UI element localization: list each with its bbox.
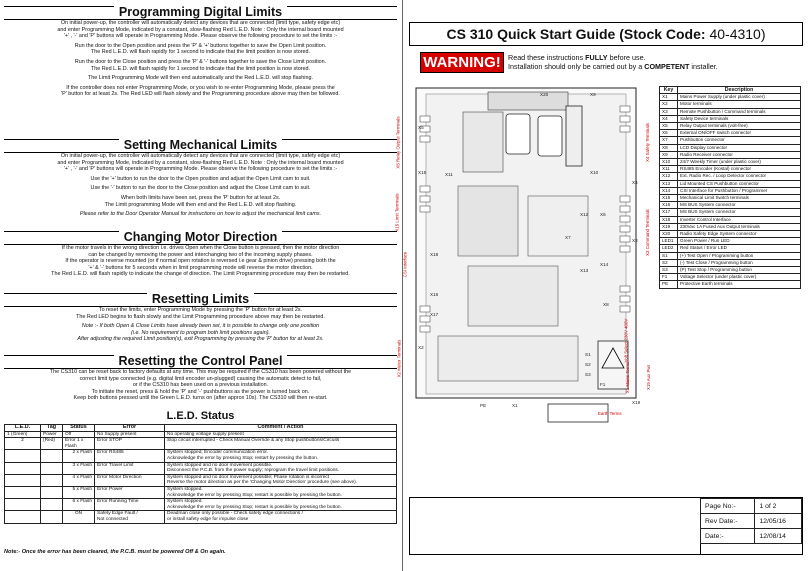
text-line: The Red L.E.D. will flash rapidly for 1 second to indicate that the limit position is now stored. (90, 49, 311, 56)
pcb-label-pe: PE (480, 403, 487, 408)
key-code: PE (660, 281, 678, 288)
pcb-label-x5: X5 (418, 125, 424, 130)
table-row (660, 216, 801, 223)
key-code: S2 (660, 259, 678, 266)
key-code: X16 (660, 202, 678, 209)
guide-title-box (409, 22, 803, 46)
cell: System stopped. Acknowledge the error by pressing Stop; restart is possible by pressing the button. (165, 486, 397, 498)
key-code: X13 (660, 180, 678, 187)
error-header: Error (95, 425, 165, 432)
key-code: X19 (660, 223, 678, 230)
pcb-label-x6: X6 (600, 212, 606, 217)
text-line: To reset the limits, enter Programming Mode by pressing the 'P' button for at least 2s. (98, 307, 303, 313)
key-description: Radio Receiver connector (678, 151, 801, 158)
cell (5, 499, 41, 511)
key-code: X14 (660, 187, 678, 194)
earth-terminals-label: Earth Terms (598, 411, 622, 416)
text: Installation should only be carried out by a (508, 62, 645, 71)
section-resetting-panel-bar (4, 355, 397, 369)
key-description: Pushbutton connector (678, 137, 801, 144)
pcb-label-x3: X3 (632, 238, 638, 243)
page-label: Page No:- (701, 499, 755, 514)
cell: System stopped. Acknowledge the error by pressing Stop; restart is possible by pressing the button. (165, 499, 397, 511)
key-description: (P) Test Stop / Programming button (678, 267, 801, 274)
warning-line-2 (508, 62, 718, 71)
key-code: LED1 (660, 238, 678, 245)
text: COMPETENT (644, 62, 690, 71)
led-status-table (4, 424, 397, 524)
cell: 3 x Flash (63, 462, 95, 474)
text-line: Run the door to the Close position and press the 'P' & '-' buttons together to save the Close Limit position. (74, 58, 327, 65)
section-resetting-limits-bar (4, 293, 397, 307)
cell (41, 511, 63, 523)
table-row (701, 514, 802, 529)
safety-terminals-label: X4 Safety Terminals (644, 123, 650, 162)
warning-label: WARNING! (423, 54, 501, 71)
key-code: X18 (660, 216, 678, 223)
text-line: Please refer to the Door Operator Manual for instructions on how to adjust the mechanical limit cams. (79, 211, 322, 218)
status-text: Error (65, 438, 76, 444)
text-line: On initial power-up, the controller will automatically detect any devices that are connected (limit type, safety edge etc) (60, 20, 341, 26)
key-code: X5 (660, 123, 678, 130)
page-value: 1 of 2 (755, 499, 802, 514)
text-line: If the motor travels in the wrong direction i.e. drives Open when the Close button is pressed, then the motor direction (61, 245, 340, 251)
text-line: can be changed by removing the power and interchanging two of the incoming supply phases. (88, 251, 313, 258)
key-description: External ON/OFF switch connector (678, 130, 801, 137)
limit-terminals-label: X15 Limit Terminals (394, 193, 400, 232)
programming-digital-body (4, 20, 397, 98)
table-row (5, 486, 397, 498)
pcb-label-x20: X20 (540, 92, 549, 97)
text-line: When both limits have been set, press the 'P' button for at least 2s. (120, 194, 281, 201)
text-line: 'P' button for at least 2s. The Red LED will flash slowly and the Programming procedure above may then be followed. (61, 91, 340, 98)
table-row (5, 462, 397, 474)
cell (41, 462, 63, 474)
pcb-label-x18: X18 (430, 252, 439, 257)
cell: Safety Edge Fault / Not connected (95, 511, 165, 523)
section-setting-mechanical-bar (4, 139, 397, 153)
cell: 5 x Flash (63, 486, 95, 498)
cell: 4 x Flash (63, 474, 95, 486)
key-code: X15 (660, 195, 678, 202)
cell: 2 (5, 438, 41, 450)
table-row (660, 274, 801, 281)
text: installer. (689, 62, 718, 71)
table-row (660, 209, 801, 216)
table-row (5, 499, 397, 511)
aux-power-label: X19 Aux Pwr (646, 364, 652, 391)
pcb-label-x9: X9 (590, 92, 596, 97)
cell: (Red) (41, 438, 63, 450)
key-code: X1 (660, 94, 678, 101)
key-code: X4 (660, 115, 678, 122)
cell (5, 486, 41, 498)
status-header: Status (63, 425, 95, 432)
key-code: X7 (660, 137, 678, 144)
key-code: X11 (660, 166, 678, 173)
key-code: X12 (660, 173, 678, 180)
table-row (660, 202, 801, 209)
section-title-resetting-panel: Resetting the Control Panel (114, 354, 288, 368)
cell (5, 462, 41, 474)
text-line: and enter Programming Mode, indicated by a constant, slow-flashing Red L.E.D. Note : Only the internal board mounted (57, 26, 344, 33)
pcb-label-s1: S1 (585, 352, 591, 357)
cell: Error RS485 (95, 450, 165, 462)
table-row (660, 144, 801, 151)
text-line: '+' , '-' and 'P' buttons will operate in Programming Mode. Please observe the following procedure to set the limits :- (63, 166, 338, 173)
cell: 1 (Green) (5, 431, 41, 438)
key-description: MS BUS System connector (678, 209, 801, 216)
pcb-label-x12: X12 (580, 212, 589, 217)
warning-badge (420, 52, 504, 73)
description-header: Description (678, 87, 801, 94)
key-description: CSI Interface for Pushbutton / Programmer (678, 187, 801, 194)
key-description: Mains Power Supply (under plastic cover) (678, 94, 801, 101)
key-description: 24/7 Weekly Timer (under plastic cover) (678, 159, 801, 166)
table-row (660, 151, 801, 158)
table-row (5, 438, 397, 450)
table-row (660, 173, 801, 180)
key-code: X10 (660, 159, 678, 166)
text-line: Note :- If both Open & Close Limits have already been set, it is possible to change only one position (81, 323, 320, 330)
table-row (660, 123, 801, 130)
cell: System stopped and no door movement possible; Phase rotation is incorrect Reverse the motor direction as per the 'Changing Motor Direction' procedure (see above). (165, 474, 397, 486)
text-line: After adjusting the required Limit position(s), exit Programming by pressing the 'P' button for at least 2s. (77, 336, 324, 343)
table-row (701, 529, 802, 544)
key-description: Relay Output terminals (volt-free) (678, 123, 801, 130)
key-description: Mechanical Limit Switch terminals (678, 195, 801, 202)
pcb-label-x14: X14 (600, 262, 609, 267)
table-row (5, 431, 397, 438)
text-line: Run the door to the Open position and press the 'P' & '+' buttons together to save the Open Limit position. (74, 42, 327, 49)
cell: Error Power (95, 486, 165, 498)
pcb-label-x19: X19 (632, 400, 641, 405)
led-status-note: Note:- Once the error has been cleared, the P.C.B. must be powered Off & On again. (4, 549, 226, 555)
command-terminals-label: X3 Command Terminals (644, 209, 650, 256)
cell: Error Motor Direction (95, 474, 165, 486)
cell: ON (63, 511, 95, 523)
text: FULLY (585, 53, 608, 62)
led-header: L.E.D. (5, 425, 41, 432)
text-line: '+' & '-' buttons for 5 seconds when in limit programming mode will reverse the motor direction. (88, 264, 313, 271)
rev-date-value: 12/05/16 (755, 514, 802, 529)
tag-header: Tag (41, 425, 63, 432)
cell: No Supply present (95, 431, 165, 438)
text-line: The Limit programming Mode will then end and the Red L.E.D. will stop flashing. (104, 201, 297, 208)
cell: Power (41, 431, 63, 438)
pcb-label-x11: X11 (445, 172, 453, 177)
cell: No operating voltage supply present (165, 431, 397, 438)
text-line: or if the CS310 has been used on a previous installation. (132, 382, 269, 389)
cell: Error Running Time (95, 499, 165, 511)
key-header: Key (660, 87, 678, 94)
text-line: The CS310 can be reset back to factory defaults at any time. This may be required if the CS310 has been powered without the (49, 369, 352, 375)
key-code: S1 (660, 252, 678, 259)
table-row (660, 231, 801, 238)
text: before use. (607, 53, 646, 62)
relay-terminals-label: X5 Relay Output Terminals (395, 116, 401, 169)
key-description: Green Power / Run LED (678, 238, 801, 245)
led-status-title: L.E.D. Status (166, 410, 235, 422)
comment-header: Comment / Action (165, 425, 397, 432)
cell: Error STOP (95, 438, 165, 450)
table-row (660, 267, 801, 274)
section-programming-digital-bar (4, 6, 397, 20)
table-row (5, 450, 397, 462)
key-table (659, 86, 801, 289)
text-line: correct limit type connected (e.g. digital limit encoder un-plugged) causing the automatic detect to fail, (79, 375, 322, 382)
key-code: X8 (660, 144, 678, 151)
key-description: RS485 Encoder (Kostal) connector (678, 166, 801, 173)
text-line: Use the '-' button to run the door to the Close position and adjust the Close Limit cam to suit. (90, 185, 311, 192)
section-title-changing-direction: Changing Motor Direction (119, 230, 282, 244)
table-row (660, 115, 801, 122)
setting-mechanical-body (4, 153, 397, 218)
pcb-label-f1: F1 (600, 382, 606, 387)
key-code: S3 (660, 267, 678, 274)
key-description: Radio Safety Edge System connector (678, 231, 801, 238)
cell (63, 438, 95, 450)
key-description: Remote Pushbutton / Command terminals (678, 108, 801, 115)
section-title-setting-mechanical: Setting Mechanical Limits (119, 138, 283, 152)
pcb-label-x4: X4 (632, 180, 638, 185)
mains-terminals-label: X1 Mains Terms (625, 361, 631, 394)
table-row (660, 94, 801, 101)
key-description: Motor terminals (678, 101, 801, 108)
key-description: Inverter Control Interface (678, 216, 801, 223)
pcb-label-s3: S3 (585, 372, 591, 377)
rev-date-label: Rev Date:- (701, 514, 755, 529)
cell (5, 450, 41, 462)
cell: Deadman close only possible - Check safety edge connections / or install safety edge for impulse close (165, 511, 397, 523)
text-line: The Red LED begins to flash slowly and the Limit Programming procedure above may then be restarted. (76, 313, 325, 320)
text-line: On initial power-up, the controller will automatically detect any devices that are connected (limit type, safety edge etc) (60, 153, 341, 159)
key-code: X17 (660, 209, 678, 216)
section-title-programming-digital: Programming Digital Limits (114, 5, 287, 19)
cell: Off (63, 431, 95, 438)
cell (41, 499, 63, 511)
text: Read these instructions (508, 53, 586, 62)
table-row (660, 195, 801, 202)
table-row (5, 474, 397, 486)
text-line: The Red L.E.D. will flash rapidly for 1 second to indicate that the limit position is now stored. (90, 65, 311, 72)
cell: 6 x Flash (63, 499, 95, 511)
stock-code: 40-4310) (709, 26, 766, 42)
resetting-panel-body (4, 369, 397, 402)
text-line: To initiate the reset, press & hold the 'P' and '-' pushbuttons as the power is turned back on. (91, 388, 310, 395)
table-row (660, 223, 801, 230)
text-line: '+' , '-' and 'P' buttons will operate in Programming Mode. Please observe the following procedure to set the limits :- (63, 33, 338, 40)
table-row (660, 159, 801, 166)
text-line: and enter Programming Mode, indicated by a constant, slow-flashing Red L.E.D. Note : Only the internal board mounted (57, 159, 344, 166)
key-description: Ext. Radio Rec. / Loop Detector connector (678, 173, 801, 180)
text-line: Use the '+' button to run the door to the Open position and adjust the Open Limit cam to suit. (90, 175, 311, 182)
cell (41, 450, 63, 462)
table-row (660, 259, 801, 266)
key-description: Red Status / Error LED (678, 245, 801, 252)
cell (41, 474, 63, 486)
text-line: Keep both buttons pressed until the Green L.E.D. turns on (after approx 10s). The CS310 will then re-start. (73, 395, 328, 402)
cell: 2 x Flash (63, 450, 95, 462)
cell (5, 474, 41, 486)
text-line: The Limit Programming Mode will then end automatically and the Red L.E.D. will stop flashing. (87, 75, 314, 82)
table-row (701, 499, 802, 514)
table-row (660, 281, 801, 288)
title-block-blank (410, 498, 701, 554)
pcb-label-x2: X2 (418, 345, 424, 350)
table-row (660, 166, 801, 173)
table-row (5, 511, 397, 523)
pcb-label-s2: S2 (585, 362, 591, 367)
text-line: (i.e. No requirement to program both limit positions again). (130, 329, 271, 336)
key-code: X20 (660, 231, 678, 238)
table-row (660, 101, 801, 108)
key-description: (-) Test Close / Programming button (678, 259, 801, 266)
csi-interface-label: CSI Interface (402, 251, 408, 278)
pcb-label-x13: X13 (580, 268, 589, 273)
key-code: LED2 (660, 245, 678, 252)
table-row (660, 187, 801, 194)
key-description: 230Vac 1A Fused Aux Output terminals (678, 223, 801, 230)
cell: Stop circuit interrupted - Check Manual Override & any Stop pushbuttons/Circuits (165, 438, 397, 450)
key-code: X9 (660, 151, 678, 158)
key-description: Safety Device terminals (678, 115, 801, 122)
cell (41, 486, 63, 498)
key-code: X3 (660, 108, 678, 115)
pcb-label-x10: X10 (590, 170, 599, 175)
cell: System stopped; Encoder communication error. Acknowledge the error by pressing Stop; restart by pressing the button. (165, 450, 397, 462)
motor-terminals-label: X2 Motor Terminals (396, 339, 402, 378)
text-line: If the controller does not enter Programming Mode, or you wish to re-enter Programming Mode, please press the (66, 84, 335, 91)
pcb-label-x17: X17 (430, 312, 439, 317)
key-code: X2 (660, 101, 678, 108)
table-row (660, 252, 801, 259)
table-row (660, 130, 801, 137)
volt-select-label: Volt Select 230V 400V (623, 318, 629, 363)
section-changing-direction-bar (4, 231, 397, 245)
pcb-label-x16: X16 (430, 292, 439, 297)
cell (5, 511, 41, 523)
section-title-resetting-limits: Resetting Limits (147, 292, 254, 306)
date-label: Date:- (701, 529, 755, 544)
pcb-label-x15: X15 (418, 170, 427, 175)
table-row (660, 238, 801, 245)
date-value: 12/08/14 (755, 529, 802, 544)
flash-text: 1 x Flash (65, 438, 84, 449)
text-line: The Red L.E.D. will flash rapidly to indicate the change of direction. The Limit Programming procedure may then be restarted. (51, 271, 350, 278)
title-block (409, 497, 803, 555)
text-line: If the operator is reverse mounted (or if normal open rotation is reversed i.e gear & pinion drive) pressing both the (65, 258, 336, 265)
key-description: LCD Display connector (678, 144, 801, 151)
key-description: Voltage Selector (under plastic cover) (678, 274, 801, 281)
pcb-label-x1: X1 (512, 403, 518, 408)
pcb-label-x7: X7 (565, 235, 571, 240)
cell: System stopped and no door movement possible. Disconnect the P.C.B. from the power supply; reprogram the travel limit positions. (165, 462, 397, 474)
table-row (660, 137, 801, 144)
cell: Error Travel Limit (95, 462, 165, 474)
table-row (660, 180, 801, 187)
key-description: Lid Mounted CS Pushbutton connector (678, 180, 801, 187)
key-description: Protective Earth terminals (678, 281, 801, 288)
warning-text (508, 53, 718, 71)
table-row (660, 245, 801, 252)
key-description: MS BUS System connector (678, 202, 801, 209)
key-code: F1 (660, 274, 678, 281)
title-block-fields (700, 498, 802, 544)
key-code: X6 (660, 130, 678, 137)
guide-title: CS 310 Quick Start Guide (Stock Code: (446, 26, 706, 42)
table-row (660, 108, 801, 115)
key-description: (+) Test Open / Programming button (678, 252, 801, 259)
warning-line-1 (508, 53, 718, 62)
changing-direction-body (4, 245, 397, 278)
resetting-limits-body (4, 307, 397, 343)
pcb-label-x8: X8 (603, 302, 609, 307)
